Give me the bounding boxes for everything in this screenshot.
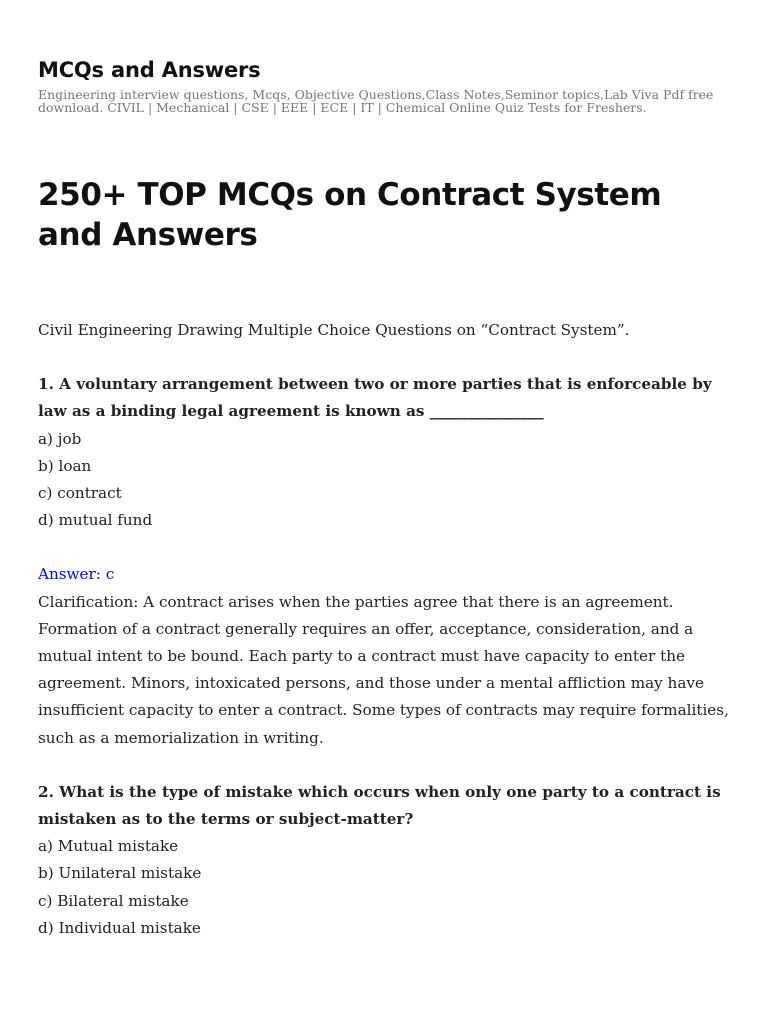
site-header: [38, 0, 730, 114]
option-b: b) Unilateral mistake: [38, 864, 202, 883]
option-a: a) job: [38, 429, 82, 448]
answer-reveal[interactable]: Answer: c: [38, 565, 115, 584]
question-text: 2. What is the type of mistake which occurs when only one party to a contract is mistaken as to the terms or subject-matter?: [38, 782, 721, 829]
option-b: b) loan: [38, 456, 92, 475]
question-block-1: [38, 371, 730, 752]
option-c: c) Bilateral mistake: [38, 891, 189, 910]
post-intro: Civil Engineering Drawing Multiple Choice Questions on “Contract System”.: [38, 321, 630, 339]
option-d: d) Individual mistake: [38, 918, 201, 937]
option-d: d) mutual fund: [38, 511, 153, 530]
question-block-2: [38, 779, 730, 942]
site-title-link[interactable]: MCQs and Answers: [38, 58, 261, 82]
option-a: a) Mutual mistake: [38, 837, 179, 856]
option-c: c) contract: [38, 484, 122, 503]
question-text: 1. A voluntary arrangement between two or more parties that is enforceable by law as a binding legal agreement is known as _______________: [38, 375, 712, 421]
site-description: Engineering interview questions, Mcqs, Objective Questions,Class Notes,Seminor topics,Lab Viva Pdf free download. CIVIL | Mechanical | CSE | EEE | ECE | IT | Chemical Online Quiz Tests for Freshers.: [38, 87, 714, 115]
clarification-text: Clarification: A contract arises when the parties agree that there is an agreement. Formation of a contract generally requires an offer, acceptance, consideration, and a mutual intent to be bound. Each party to a contract must have capacity to enter the agreement. Minors, intoxicated persons, and those under a mental affliction may have insufficient capacity to enter a contract. Some types of contracts may require formalities, such as a memorialization in writing.: [38, 592, 729, 747]
post-title: 250+ TOP MCQs on Contract System and Answers: [38, 177, 662, 253]
post-content: [38, 317, 730, 942]
